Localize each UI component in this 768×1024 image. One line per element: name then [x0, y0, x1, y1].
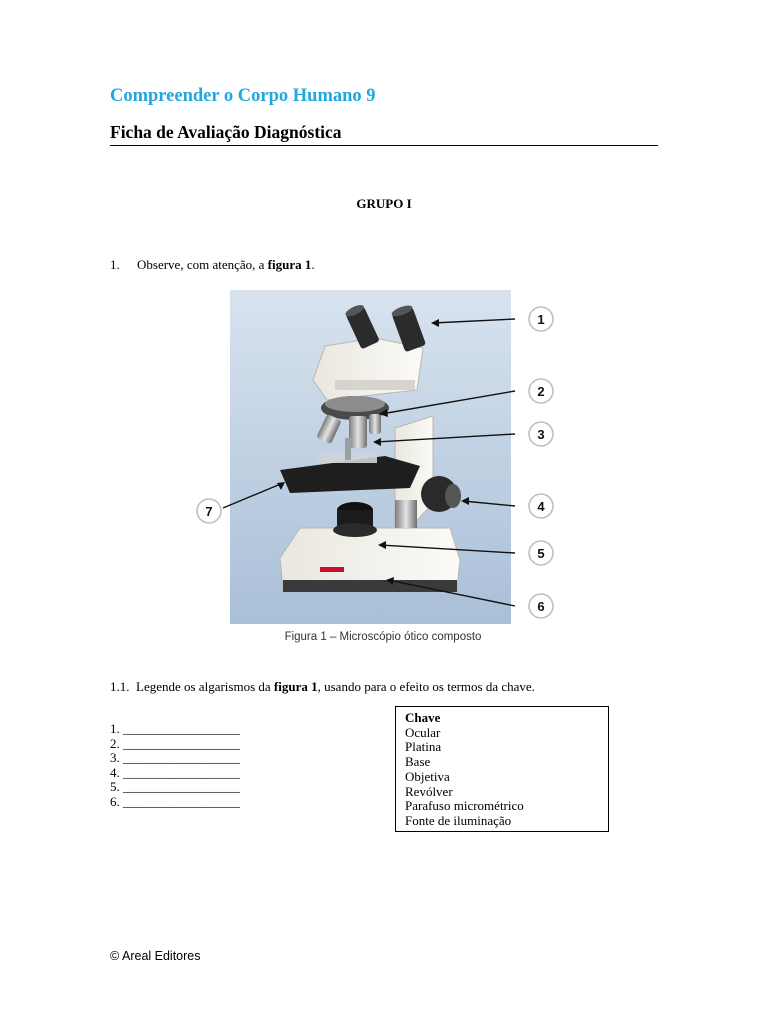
callout-1: 1	[537, 312, 545, 327]
key-item: Parafuso micrométrico	[405, 798, 524, 814]
group-heading: GRUPO I	[356, 196, 412, 211]
key-item: Objetiva	[405, 768, 450, 784]
callout-2: 2	[537, 384, 545, 399]
key-item: Platina	[405, 739, 442, 755]
answer-line-2[interactable]: 2. __________________	[110, 735, 240, 751]
callout-7: 7	[205, 504, 213, 519]
answer-lines	[110, 722, 240, 810]
callout-5: 5	[537, 546, 545, 561]
key-item: Base	[405, 754, 431, 770]
answer-line-1[interactable]: 1. __________________	[110, 721, 240, 736]
title-divider	[110, 145, 658, 146]
key-item: Ocular	[405, 724, 441, 740]
question-1-bold: figura 1	[267, 257, 312, 272]
footer-copyright: © Areal Editores	[110, 949, 201, 963]
answer-line-3[interactable]: 3. __________________	[110, 750, 240, 766]
callout-3: 3	[537, 427, 545, 442]
answer-line-6[interactable]: 6. __________________	[110, 793, 240, 809]
key-box	[395, 706, 609, 832]
key-item: Revólver	[405, 783, 453, 799]
key-item: Fonte de iluminação	[405, 812, 512, 828]
answer-line-5[interactable]: 5. __________________	[110, 779, 240, 795]
question-1-1-text: 1.1. Legende os algarismos da figura 1, usando para o efeito os termos da chave.	[110, 679, 535, 694]
callout-4: 4	[537, 499, 545, 514]
book-title: Compreender o Corpo Humano 9	[110, 86, 376, 106]
figure-caption: Figura 1 – Microscópio ótico composto	[284, 631, 482, 643]
key-title: Chave	[405, 710, 441, 725]
answer-line-4[interactable]: 4. __________________	[110, 764, 240, 780]
question-1-number: 1.	[110, 257, 120, 272]
question-1-text: Observe, com atenção, a figura 1.	[137, 257, 315, 272]
callout-6: 6	[537, 599, 545, 614]
microscope-brand-label: ORTI	[326, 567, 338, 573]
question-1-1-bold: figura 1	[273, 679, 318, 694]
microscope-figure	[195, 288, 575, 628]
document-title: Ficha de Avaliação Diagnóstica	[110, 122, 342, 142]
